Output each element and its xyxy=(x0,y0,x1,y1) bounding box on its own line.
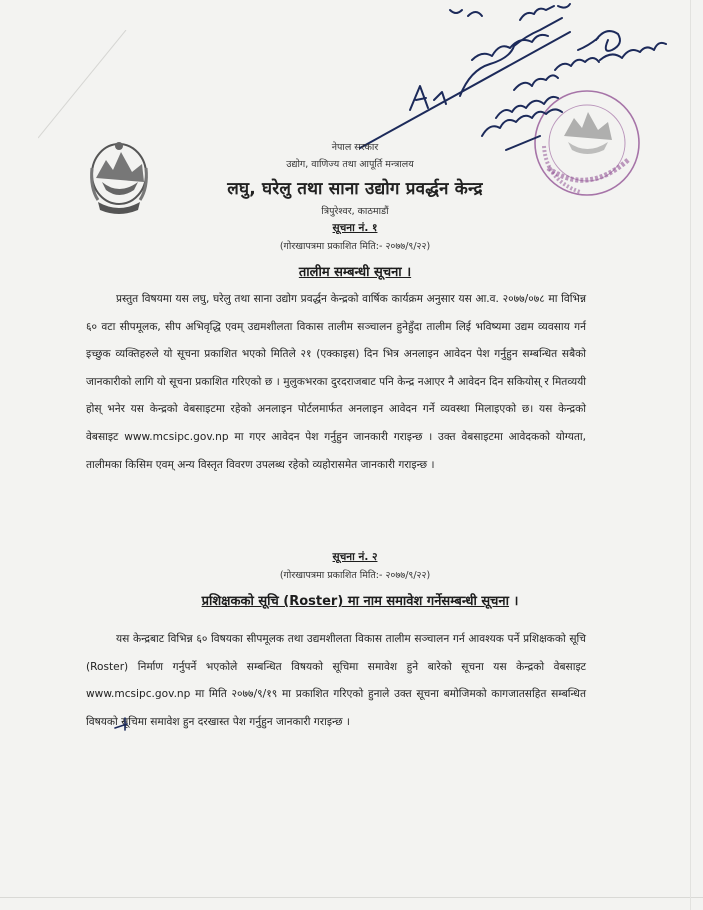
notice-2-number: सूचना नं. २ xyxy=(332,551,378,563)
government-label: नेपाल सरकार xyxy=(331,142,379,153)
notice-2-body-text: यस केन्द्रबाट विभिन्न ६० विषयका सीपमूलक तथा उद्यमशीलता विकास तालीम सञ्चालन गर्न आवश्यक पर्ने प्रशिक्षकको सूचि (Roster) निर्माण गर्नुपर्ने भएकोले सम्बन्धित विषयको सूचिमा समावेश हुने बारेको सूचना यस केन्द्रको वेबसाइट www.mcsipc.gov.np मा मिति २०७७/९/१९ मा प्रकाशित गरिएको हुनाले उक्त सूचना बमोजिमको कागजातसहित सम्बन्धित विषयको सूचिमा समावेश हुन दरखास्त पेश गर्नुहुन जानकारी गराइन्छ । xyxy=(86,633,586,728)
notice-2-publication-date: (गोरखापत्रमा प्रकाशित मिति:- २०७७/९/२२) xyxy=(279,570,431,581)
ministry-label: उद्योग, वाणिज्य तथा आपूर्ति मन्त्रालय xyxy=(286,159,414,170)
notice-1-body xyxy=(86,286,586,479)
notice-1-number: सूचना नं. १ xyxy=(332,222,378,234)
notice-1-title: तालीम सम्बन्धी सूचना । xyxy=(298,265,412,280)
notice-1-body-text: प्रस्तुत विषयमा यस लघु, घरेलु तथा साना उद्योग प्रवर्द्धन केन्द्रको वार्षिक कार्यक्रम अनुसार यस आ.व. २०७७/०७८ मा विभिन्न ६० वटा सीपमूलक, सीप अभिवृद्धि एवम् उद्यमशीलता विकास तालीम सञ्चालन हुनेहुँदा तालीम लिई भविष्यमा उद्यम व्यवसाय गर्न इच्छुक व्यक्तिहरुले यो सूचना प्रकाशित भएको मितिले २१ (एक्काइस) दिन भित्र अनलाइन आवेदन पेश गर्नुहुन सम्बन्धित सबैको जानकारीको लागि यो सूचना प्रकाशित गरिएको छ । मुलुकभरका दुरदराजबाट पनि केन्द्र नआएर नै आवेदन दिन सकियोस् र मितव्ययी होस् भनेर यस केन्द्रको वेबसाइटमा रहेको अनलाइन पोर्टलमार्फत अनलाइन आवेदन गर्ने व्यवस्था मिलाइएको छ। यस केन्द्रको वेबसाइट www.mcsipc.gov.np मा गएर आवेदन पेश गर्नुहुन जानकारी गराइन्छ । उक्त वेबसाइटमा आवेदकको योग्यता, तालीमका किसिम एवम् अन्य विस्तृत विवरण उपलब्ध रहेको व्यहोरासमेत जानकारी गराइन्छ । xyxy=(86,293,586,471)
notice-2-title-end: । xyxy=(508,594,519,609)
notice-2-body xyxy=(86,626,586,736)
address-label: त्रिपुरेश्वर, काठमाडौं xyxy=(321,206,389,217)
end-mark-icon xyxy=(113,712,135,734)
nepal-emblem-icon xyxy=(88,138,150,218)
scan-edge xyxy=(0,897,703,898)
notice-2-title-text: प्रशिक्षकको सूचि (Roster) मा नाम समावेश गर्नेसम्बन्धी सूचना xyxy=(201,594,509,609)
notice-1-publication-date: (गोरखापत्रमा प्रकाशित मिति:- २०७७/९/२२) xyxy=(279,241,431,252)
notice-2-title xyxy=(150,591,570,609)
scan-fold-mark xyxy=(38,30,128,140)
scan-edge-right xyxy=(690,0,691,910)
center-name-heading: लघु, घरेलु तथा साना उद्योग प्रवर्द्धन केन्द्र xyxy=(227,179,483,199)
